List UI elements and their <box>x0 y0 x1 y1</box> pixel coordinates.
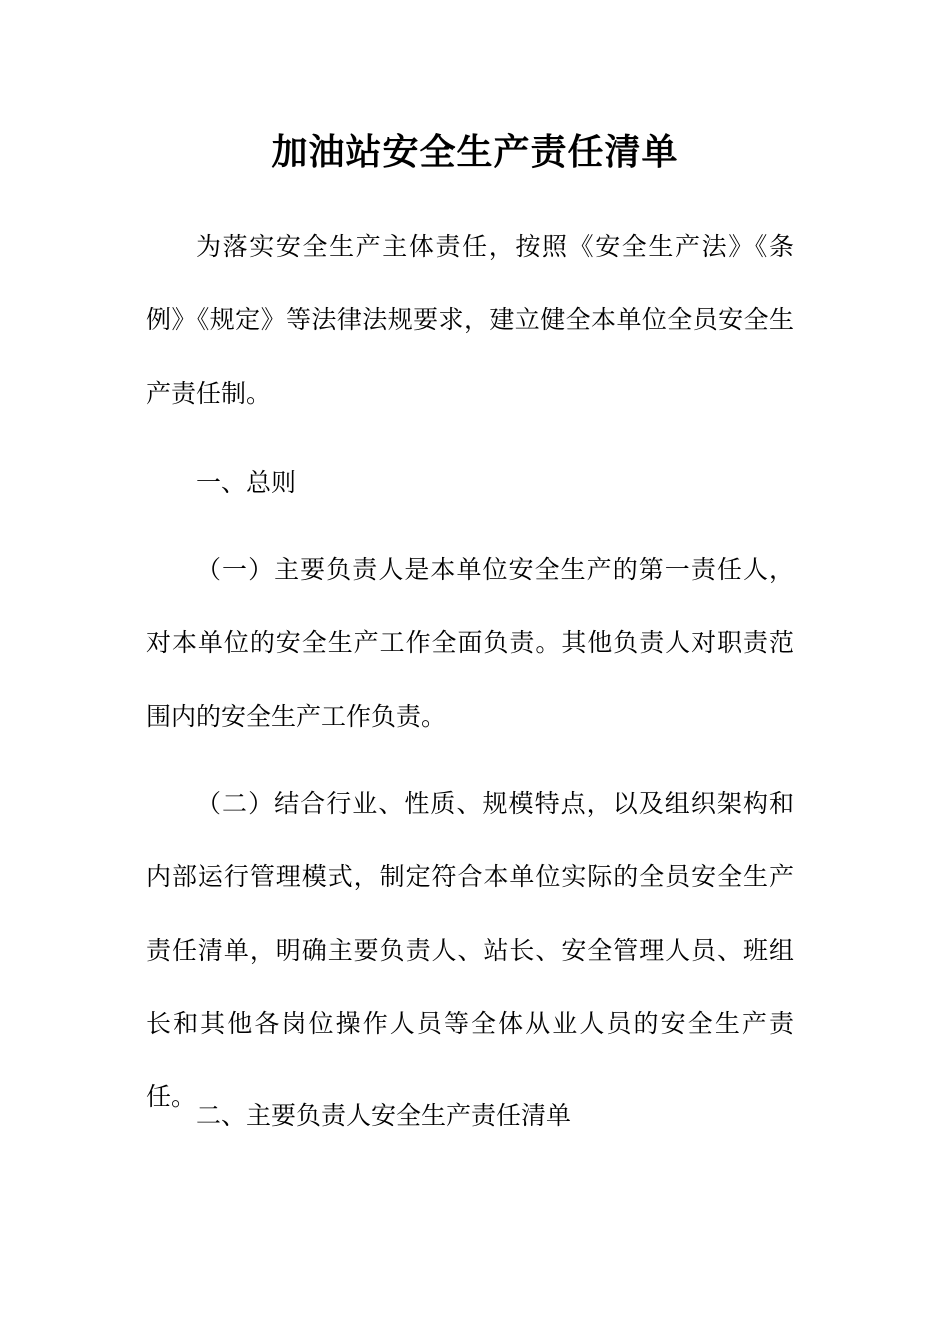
general-item-1-text: （一）主要负责人是本单位安全生产的第一责任人，对本单位的安全生产工作全面负责。其他负责人对职责范围内的安全生产工作负责。 <box>146 555 794 731</box>
section2-heading-text: 二、主要负责人安全生产责任清单 <box>196 1101 572 1130</box>
intro-text: 为落实安全生产主体责任，按照《安全生产法》《条例》《规定》等法律法规要求，建立健全本单位全员安全生产责任制。 <box>146 232 794 408</box>
general-item-2-text: （二）结合行业、性质、规模特点，以及组织架构和内部运行管理模式，制定符合本单位实际的全员安全生产责任清单，明确主要负责人、站长、安全管理人员、班组长和其他各岗位操作人员等全体从业人员的安全生产责任。 <box>146 789 794 1112</box>
section1-heading-text: 一、总则 <box>196 468 297 497</box>
section-heading-general <box>146 446 794 519</box>
section-heading-principal <box>146 1079 794 1152</box>
document-title: 加油站安全生产责任清单 <box>271 131 679 173</box>
intro-paragraph <box>146 210 794 430</box>
general-item-1 <box>146 533 794 753</box>
